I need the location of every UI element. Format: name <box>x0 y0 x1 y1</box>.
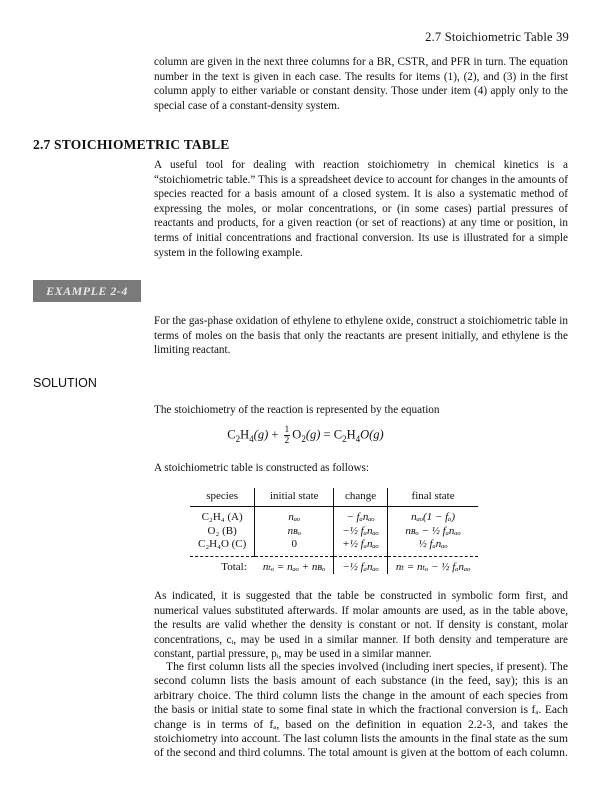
example-problem: For the gas-phase oxidation of ethylene to ethylene oxide, construct a stoichiometric table in terms of moles on the basis that only the reactants are present initially, and ethylene is the limiting reactant. <box>154 315 568 357</box>
running-head: 2.7 Stoichiometric Table 39 <box>425 30 569 44</box>
table-intro: A stoichiometric table is constructed as follows: <box>154 462 370 474</box>
section-title: 2.7 STOICHIOMETRIC TABLE <box>33 137 230 152</box>
table-row: O₂ (B) nʙₒ −½ fₐnₐₒ nʙₒ − ½ fₐnₐₒ <box>190 525 478 539</box>
reaction-equation: $C_2H_4(g)$ + $\frac{1}{2}$ $O_2(g) = C_2H_4O(g)$ <box>227 425 384 446</box>
column-header: initial state <box>255 488 334 507</box>
solution-lead-in: The stoichiometry of the reaction is represented by the equation <box>154 404 440 416</box>
example-label-box: EXAMPLE 2-4 <box>33 280 141 302</box>
stoichiometric-table <box>190 488 478 574</box>
section-paragraph: A useful tool for dealing with reaction stoichiometry in chemical kinetics is a “stoichiometric table.” This is a spreadsheet device to account for changes in the amounts of species reacted for a basis amount of a closed system. It is also a systematic method of expressing the moles, or molar concentrations, or (in some cases) partial pressures of reactants and products, for a given reaction (or set of reactions) at any time or position, in terms of initial concentrations and fractional conversion. Its use is illustrated for a simple system in the following example. <box>154 159 568 259</box>
table-total-row: Total: nₜₒ = nₐₒ + nʙₒ −½ fₐnₐₒ nₜ = nₜₒ − ½ fₐnₐₒ <box>190 556 478 574</box>
solution-label: SOLUTION <box>33 376 97 390</box>
column-header: final state <box>387 488 478 507</box>
column-header: species <box>190 488 255 507</box>
closing-paragraph-1: As indicated, it is suggested that the table be constructed in symbolic form first, and numerical values substituted afterwards. If molar amounts are used, as in the table above, the results are valid whether the density is constant or not. If density is constant, molar concentrations, cᵢ, may be used in a similar manner. If both density and temperature are constant, partial pressure, pᵢ, may be used in a similar manner. <box>154 590 568 661</box>
half-fraction: $\frac{1}{2}$ <box>284 425 290 446</box>
column-header: change <box>334 488 388 507</box>
intro-paragraph: column are given in the next three columns for a BR, CSTR, and PFR in turn. The equation number in the text is given in each case. The results for items (1), (2), and (3) in the first column apply to either variable or constant density. Those under item (4) apply only to the special case of a constant-density system. <box>154 56 568 112</box>
table-row: C₂H₄O (C) 0 +½ fₐnₐₒ ½ fₐnₐₒ <box>190 538 478 556</box>
table-row: C₂H₄ (A) nₐₒ − fₐnₐₒ nₐₒ(1 − fₐ) <box>190 507 478 525</box>
closing-paragraph-2: The first column lists all the species involved (including inert species, if present). The second column lists the basis amount of each substance (in the feed, say); this is an arbitrary choice. The third column lists the change in the amount of each species from the basis or initial state to some final state in which the fractional conversion is fₐ. Each change is in terms of fₐ, based on the definition in equation 2.2-3, and takes the stoichiometry into account. The last column lists the amounts in the final state as the sum of the second and third columns. The total amount is given at the bottom of each column. <box>154 660 568 760</box>
